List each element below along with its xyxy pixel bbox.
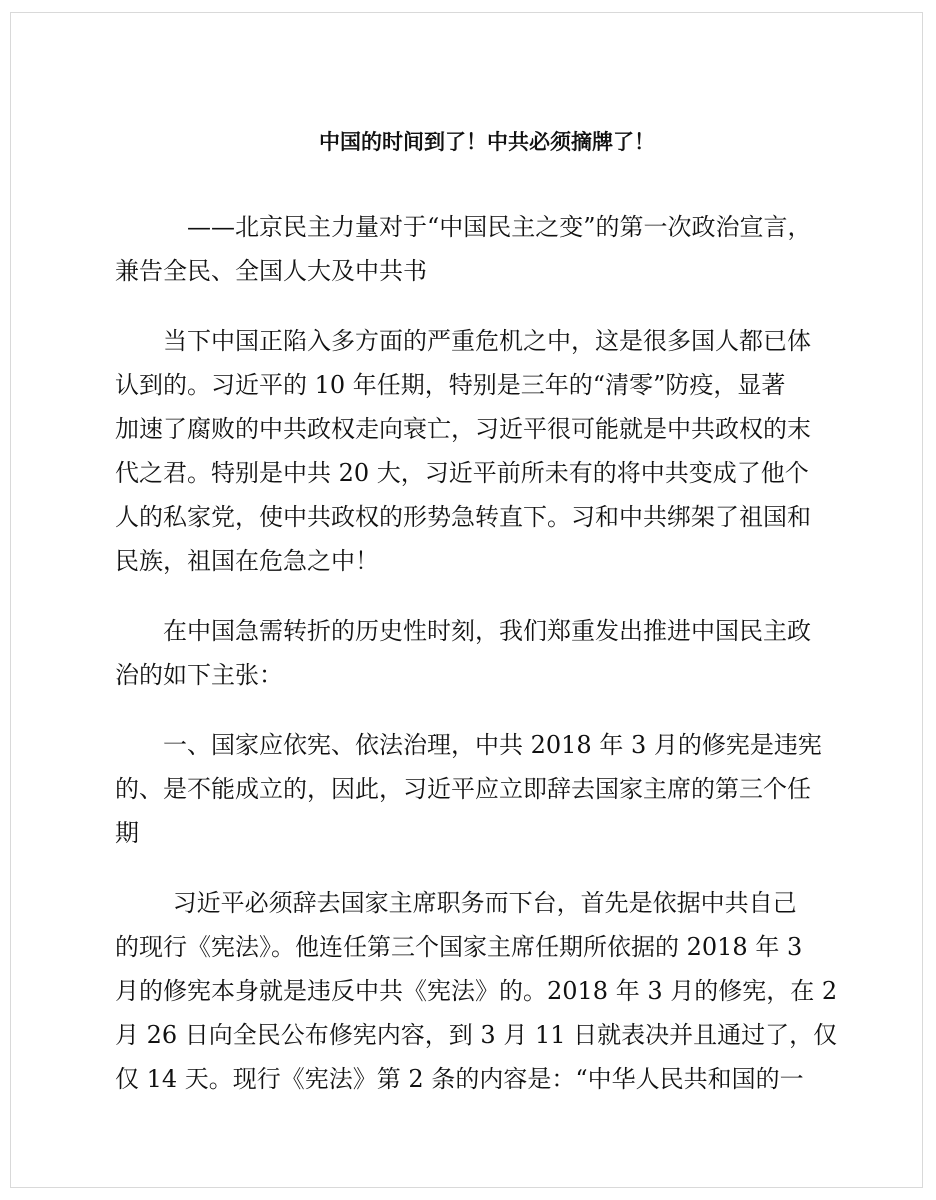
text-line: 民族，祖国在危急之中！ bbox=[115, 547, 379, 575]
text-line: 的、是不能成立的，因此，习近平应立即辞去国家主席的第三个任 bbox=[115, 775, 811, 803]
text-line: 在中国急需转折的历史性时刻，我们郑重发出推进中国民主政 bbox=[163, 617, 811, 645]
subtitle-line: 兼告全民、全国人大及中共书 bbox=[115, 257, 427, 285]
text-line: 习近平必须辞去国家主席职务而下台，首先是依据中共自己 bbox=[172, 889, 797, 917]
text-line: 期 bbox=[115, 819, 139, 847]
text-line: 当下中国正陷入多方面的严重危机之中，这是很多国人都已体 bbox=[163, 327, 811, 355]
paragraph-constitution bbox=[115, 881, 859, 1101]
text-line: 治的如下主张： bbox=[115, 661, 283, 689]
text-line: 的现行《宪法》。他连任第三个国家主席任期所依据的 2018 年 3 bbox=[115, 933, 803, 961]
document-page bbox=[10, 12, 923, 1188]
document-title: 中国的时间到了！中共必须摘牌了！ bbox=[319, 129, 655, 154]
text-line: 月 26 日向全民公布修宪内容，到 3 月 11 日就表决并且通过了，仅 bbox=[115, 1021, 838, 1049]
text-line: 月的修宪本身就是违反中共《宪法》的。2018 年 3 月的修宪，在 2 bbox=[115, 977, 838, 1005]
paragraph-proposals-intro bbox=[115, 609, 859, 697]
subtitle-line: ——北京民主力量对于“中国民主之变”的第一次政治宣言， bbox=[187, 213, 812, 241]
text-line: 加速了腐败的中共政权走向衰亡，习近平很可能就是中共政权的末 bbox=[115, 415, 811, 443]
text-line: 代之君。特别是中共 20 大，习近平前所未有的将中共变成了他个 bbox=[115, 459, 809, 487]
document-body bbox=[115, 125, 859, 1101]
text-line: 人的私家党，使中共政权的形势急转直下。习和中共绑架了祖国和 bbox=[115, 503, 811, 531]
section-heading-1 bbox=[115, 723, 859, 855]
text-line: 一、国家应依宪、依法治理，中共 2018 年 3 月的修宪是违宪 bbox=[163, 731, 822, 759]
text-line: 认到的。习近平的 10 年任期，特别是三年的“清零”防疫，显著 bbox=[115, 371, 786, 399]
text-line: 仅 14 天。现行《宪法》第 2 条的内容是：“中华人民共和国的一 bbox=[115, 1065, 804, 1093]
subtitle bbox=[115, 205, 859, 293]
paragraph-crisis bbox=[115, 319, 859, 583]
